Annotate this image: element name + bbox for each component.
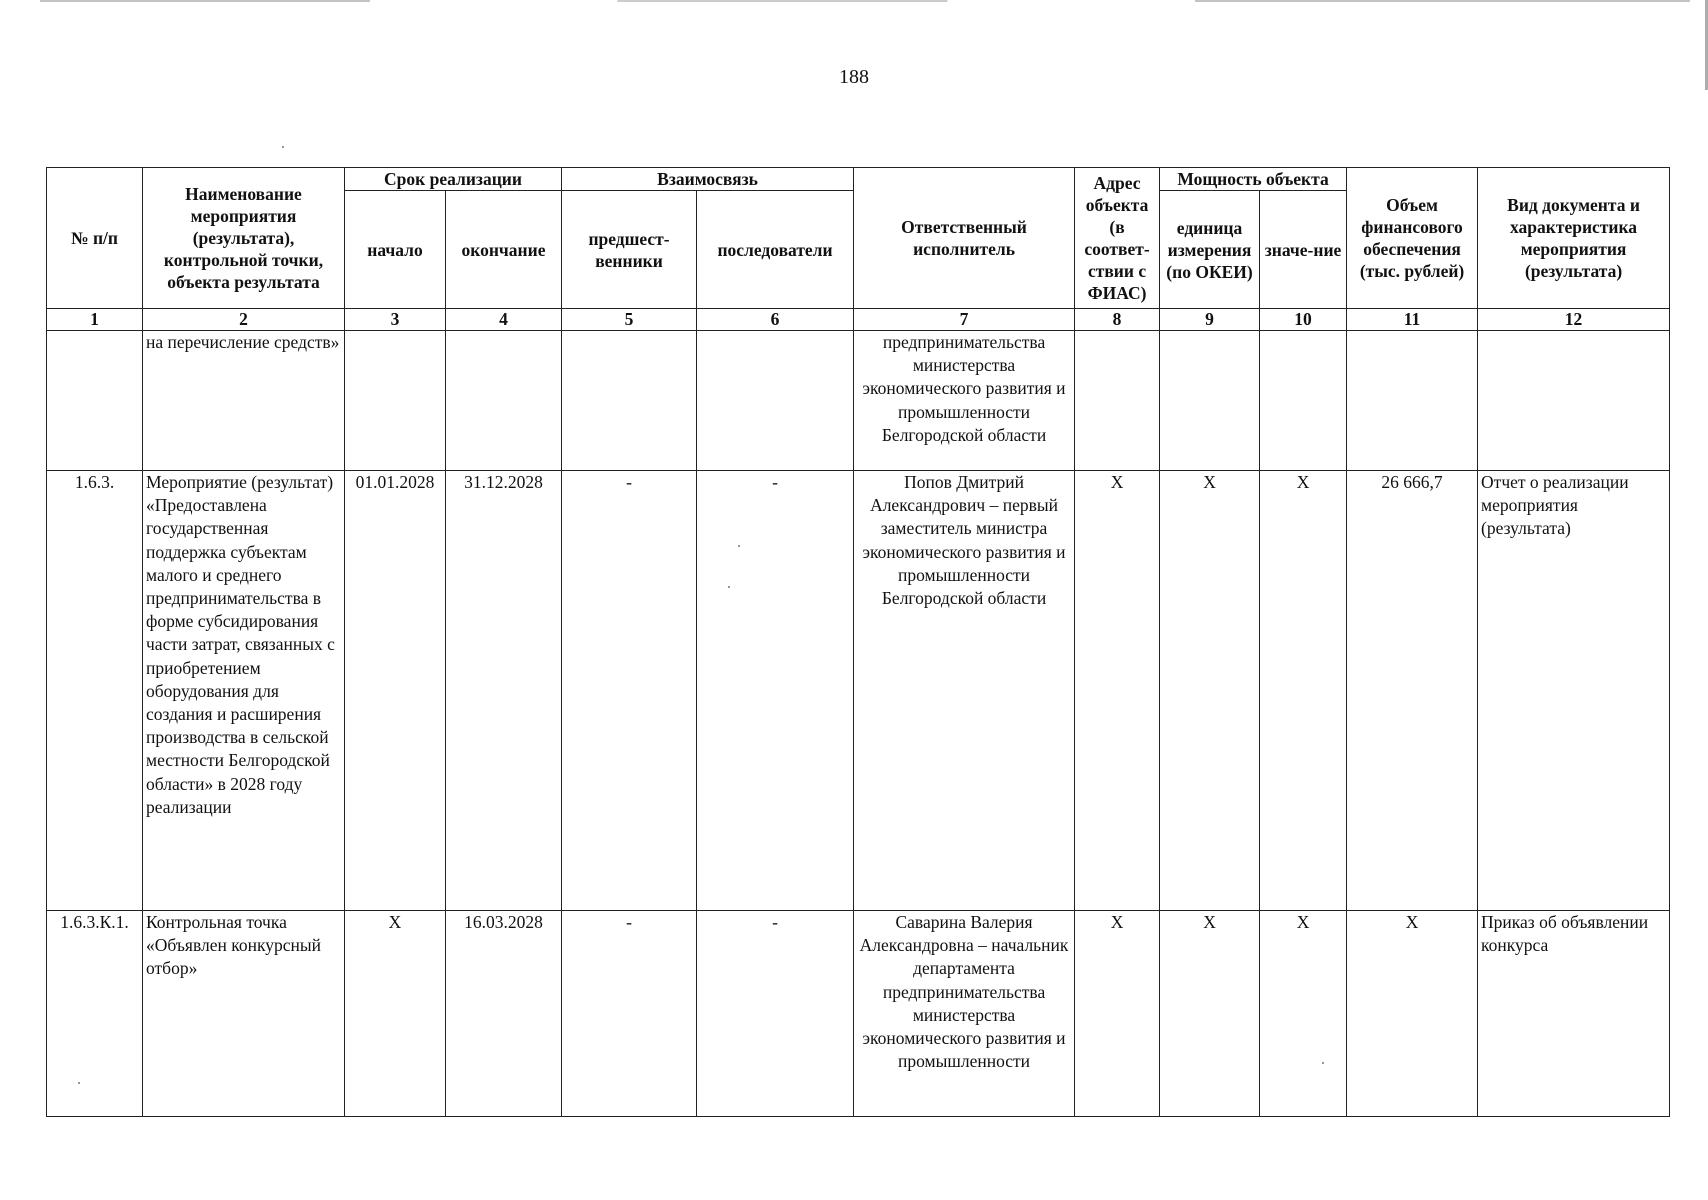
table-row [47, 911, 1670, 1117]
column-number: 6 [697, 309, 854, 331]
cell-succ [697, 331, 854, 471]
cell-pred [562, 331, 697, 471]
cell-end: 16.03.2028 [446, 911, 562, 1117]
scan-speck [1322, 1062, 1324, 1064]
header-capacity-group: Мощность объекта [1160, 168, 1347, 191]
cell-unit: Х [1160, 911, 1260, 1117]
cell-executor: Саварина Валерия Александровна – начальник департамента предпринимательства министерства экономического развития и промышленности [854, 911, 1075, 1117]
cell-pred: - [562, 471, 697, 911]
cell-succ: - [697, 911, 854, 1117]
cell-unit [1160, 331, 1260, 471]
page-number: 188 [839, 66, 869, 88]
column-number: 11 [1347, 309, 1478, 331]
cell-executor: Попов Дмитрий Александрович – первый заместитель министра экономического развития и промышленности Белгородской области [854, 471, 1075, 911]
column-number-row [47, 309, 1670, 331]
cell-unit: Х [1160, 471, 1260, 911]
cell-executor: предпринимательства министерства экономического развития и промышленности Белгородской области [854, 331, 1075, 471]
header-link-pred: предшест-венники [562, 191, 697, 309]
column-number: 2 [143, 309, 345, 331]
header-doc-type: Вид документа и характеристика мероприятия (результата) [1478, 168, 1670, 309]
cell-num: 1.6.3. [47, 471, 143, 911]
header-cap-unit: единица измерения (по ОКЕИ) [1160, 191, 1260, 309]
cell-succ: - [697, 471, 854, 911]
scan-speck [282, 146, 284, 148]
cell-value [1260, 331, 1347, 471]
cell-name: Контрольная точка «Объявлен конкурсный отбор» [143, 911, 345, 1117]
cell-start: Х [345, 911, 446, 1117]
header-link-group: Взаимосвязь [562, 168, 854, 191]
header-num: № п/п [47, 168, 143, 309]
column-number: 10 [1260, 309, 1347, 331]
column-number: 4 [446, 309, 562, 331]
column-number: 8 [1075, 309, 1160, 331]
cell-doc: Отчет о реализации мероприятия (результата) [1478, 471, 1670, 911]
header-term-group: Срок реализации [345, 168, 562, 191]
header-cap-value: значе-ние [1260, 191, 1347, 309]
column-number: 1 [47, 309, 143, 331]
column-number: 9 [1160, 309, 1260, 331]
column-number: 7 [854, 309, 1075, 331]
cell-address: Х [1075, 471, 1160, 911]
cell-name: Мероприятие (результат) «Предоставлена государственная поддержка субъектам малого и среднего предпринимательства в форме субсидирования части затрат, связанных с приобретением оборудования для создания и расширения производства в сельской местности Белгородской области» в 2028 году реализации [143, 471, 345, 911]
header-link-succ: последователи [697, 191, 854, 309]
cell-address [1075, 331, 1160, 471]
scan-speck [78, 1082, 80, 1084]
cell-finance [1347, 331, 1478, 471]
cell-end [446, 331, 562, 471]
cell-doc [1478, 331, 1670, 471]
table-row [47, 471, 1670, 911]
cell-start: 01.01.2028 [345, 471, 446, 911]
column-number: 12 [1478, 309, 1670, 331]
cell-address: Х [1075, 911, 1160, 1117]
scan-artifact-top [40, 0, 1690, 2]
cell-num [47, 331, 143, 471]
header-executor: Ответственный исполнитель [854, 168, 1075, 309]
header-finance: Объем финансового обеспечения (тыс. рублей) [1347, 168, 1478, 309]
cell-finance: Х [1347, 911, 1478, 1117]
activity-table [46, 167, 1670, 1117]
scan-speck [738, 545, 740, 547]
scan-speck [728, 586, 730, 588]
header-name: Наименование мероприятия (результата), контрольной точки, объекта результата [143, 168, 345, 309]
header-address: Адрес объекта (в соответ-ствии с ФИАС) [1075, 168, 1160, 309]
cell-name: на перечисление средств» [143, 331, 345, 471]
cell-end: 31.12.2028 [446, 471, 562, 911]
cell-num: 1.6.3.К.1. [47, 911, 143, 1117]
column-number: 5 [562, 309, 697, 331]
cell-start [345, 331, 446, 471]
table-row [47, 331, 1670, 471]
header-term-end: окончание [446, 191, 562, 309]
cell-finance: 26 666,7 [1347, 471, 1478, 911]
cell-doc: Приказ об объявлении конкурса [1478, 911, 1670, 1117]
cell-pred: - [562, 911, 697, 1117]
column-number: 3 [345, 309, 446, 331]
cell-value: Х [1260, 471, 1347, 911]
header-term-start: начало [345, 191, 446, 309]
cell-value: Х [1260, 911, 1347, 1117]
